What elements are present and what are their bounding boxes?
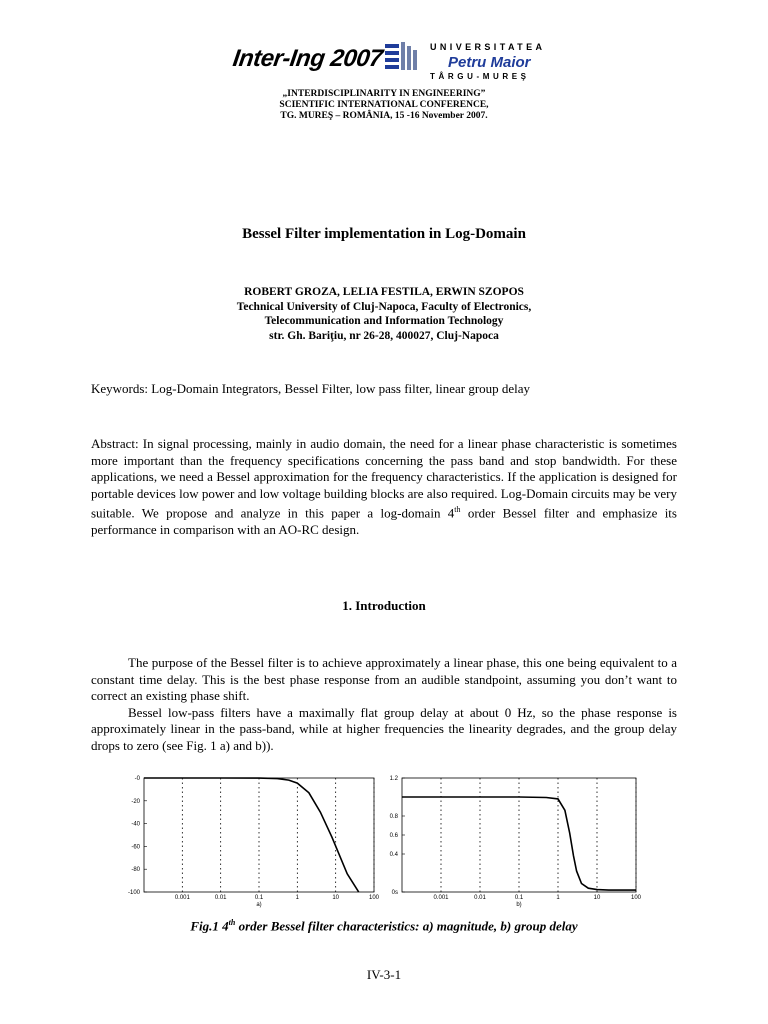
y-tick-label: 0.4 xyxy=(389,852,398,858)
university-line-1: UNIVERSITATEA xyxy=(430,42,546,52)
keywords: Keywords: Log-Domain Integrators, Bessel Filter, low pass filter, linear group delay xyxy=(91,381,531,396)
university-logo-icon xyxy=(383,40,423,74)
chart-sublabel: a) xyxy=(256,902,262,908)
x-tick-label: 0.01 xyxy=(214,895,227,901)
y-tick-label: -80 xyxy=(131,867,140,874)
figure-1 xyxy=(118,772,648,910)
caption-text-2: order Bessel filter characteristics: a) magnitude, b) group delay xyxy=(235,918,578,934)
x-tick-label: 1 xyxy=(295,895,300,901)
section-heading: 1. Introduction xyxy=(342,598,426,613)
x-tick-label: 10 xyxy=(332,895,340,901)
plot-frame xyxy=(402,778,636,892)
y-tick-label: -100 xyxy=(127,890,140,896)
page-number: IV-3-1 xyxy=(366,967,402,982)
abstract-text-1: Abstract: In signal processing, mainly in audio domain, the need for a linear phase characteristic is sometimes more important than the frequency specifications concerning the pass band and stop bandwidth. For these applications, we need a Bessel approximation for the frequency characteristics. If the application is designed for portable devices low power and low voltage building blocks are also required. Log-Domain circuits may be very suitable. We propose and analyze in this paper a log-domain 4 xyxy=(91,436,677,521)
y-tick-label: -60 xyxy=(131,844,140,851)
x-tick-label: 0.001 xyxy=(433,895,449,901)
plot-frame xyxy=(144,778,374,892)
x-tick-label: 0.1 xyxy=(254,895,264,901)
abstract-superscript: th xyxy=(454,505,461,514)
address: str. Gh. Bariţiu, nr 26-28, 400027, Cluj-Napoca xyxy=(269,329,499,342)
group-delay-chart xyxy=(390,776,642,908)
x-tick-label: 0.001 xyxy=(174,895,190,901)
series-line xyxy=(144,778,359,892)
intro-paragraph-2: Bessel low-pass filters have a maximally flat group delay at about 0 Hz, so the phase response is approximately linear in the pass-band, while at higher frequencies the linearity degrades, and the group delay drops to zero (see Fig. 1 a) and b)). xyxy=(91,704,677,753)
conference-logo xyxy=(0,36,768,82)
y-tick-label: 0.6 xyxy=(389,833,398,839)
y-tick-label: -0 xyxy=(134,776,140,782)
x-tick-label: 0.1 xyxy=(514,895,524,901)
y-tick-label: 1.2 xyxy=(389,776,398,782)
figure-caption xyxy=(0,918,768,934)
chart-sublabel: b) xyxy=(516,902,522,908)
intro-paragraph-1: The purpose of the Bessel filter is to achieve approximately a linear phase, this one being equivalent to a constant time delay. This is the best phase response from an audible standpoint, assuming you don’t want to correct an existing phase shift. xyxy=(91,655,677,703)
conference-line-1: „INTERDISCIPLINARITY IN ENGINEERING” xyxy=(282,89,486,99)
x-tick-label: 100 xyxy=(368,895,380,901)
x-tick-label: 1 xyxy=(556,895,560,901)
conference-line-2: SCIENTIFIC INTERNATIONAL CONFERENCE, xyxy=(279,100,489,110)
conference-line-3: TG. MUREŞ – ROMÂNIA, 15 -16 November 2007. xyxy=(280,111,488,121)
abstract xyxy=(91,436,677,538)
author-block xyxy=(0,285,768,343)
abstract-text-2: order Bessel filter and emphasize its performance in comparison with an AO-RC design. xyxy=(91,505,677,537)
magnitude-chart xyxy=(128,776,380,908)
introduction-body xyxy=(91,655,677,754)
logo-text: Inter-Ing 2007 xyxy=(231,45,385,72)
caption-superscript: th xyxy=(228,918,236,927)
university-name: Petru Maior xyxy=(448,54,531,71)
paper-title: Bessel Filter implementation in Log-Domain xyxy=(242,226,526,242)
authors: ROBERT GROZA, LELIA FESTILA, ERWIN SZOPOS xyxy=(244,286,524,298)
y-tick-label: -40 xyxy=(131,821,140,828)
x-tick-label: 10 xyxy=(593,895,601,901)
affiliation-line-2: Telecommunication and Information Technology xyxy=(264,315,504,327)
y-tick-label: 0s xyxy=(391,890,398,896)
x-tick-label: 0.01 xyxy=(474,895,486,901)
university-city: TÂRGU-MUREŞ xyxy=(430,72,530,81)
x-tick-label: 100 xyxy=(630,895,642,901)
affiliation-line-1: Technical University of Cluj-Napoca, Faculty of Electronics, xyxy=(236,300,532,313)
y-tick-label: -20 xyxy=(131,798,140,805)
caption-text-1: Fig.1 4 xyxy=(190,918,229,934)
y-tick-label: 0.8 xyxy=(389,814,398,820)
